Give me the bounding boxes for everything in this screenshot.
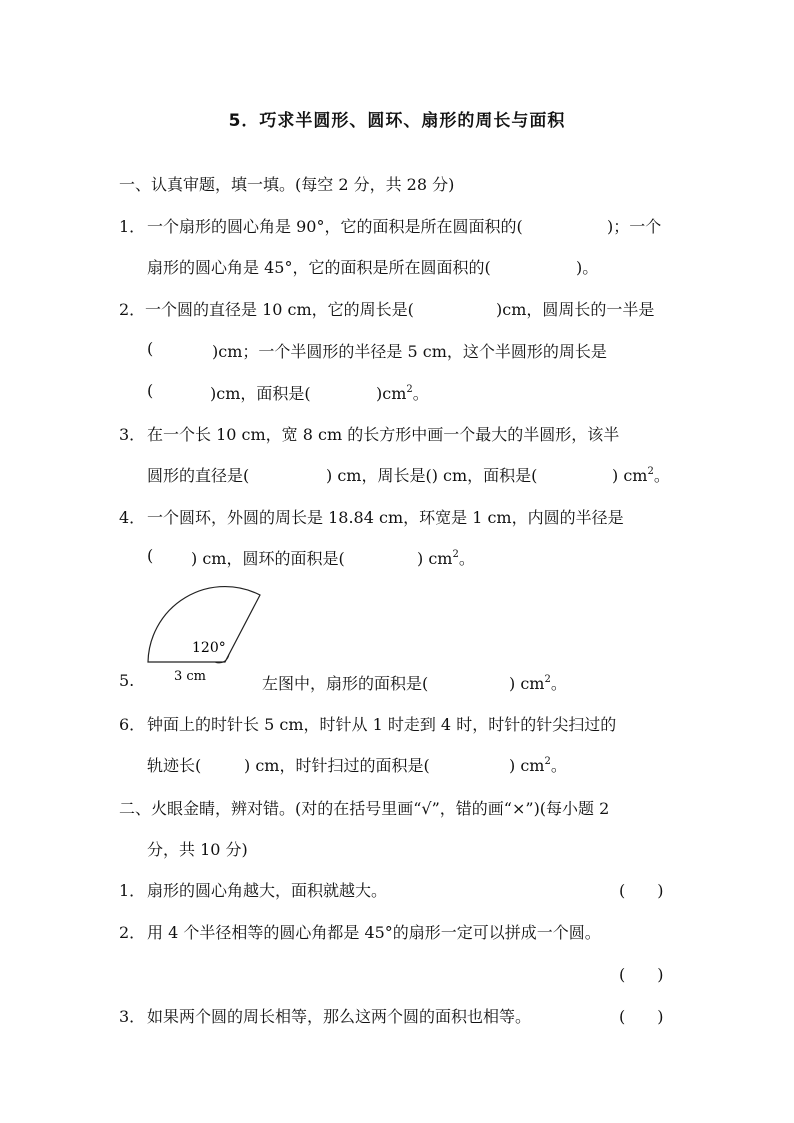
answer-bracket[interactable]: ( ) <box>619 965 664 984</box>
sector-figure <box>140 585 270 685</box>
sector-radius-label: 3 cm <box>174 669 207 684</box>
answer-bracket[interactable]: ( ) <box>619 1007 664 1026</box>
page-title: 5．巧求半圆形、圆环、扇形的周长与面积 <box>228 111 566 131</box>
sector-angle-label: 120° <box>192 640 226 656</box>
answer-bracket[interactable]: ( ) <box>619 881 664 900</box>
